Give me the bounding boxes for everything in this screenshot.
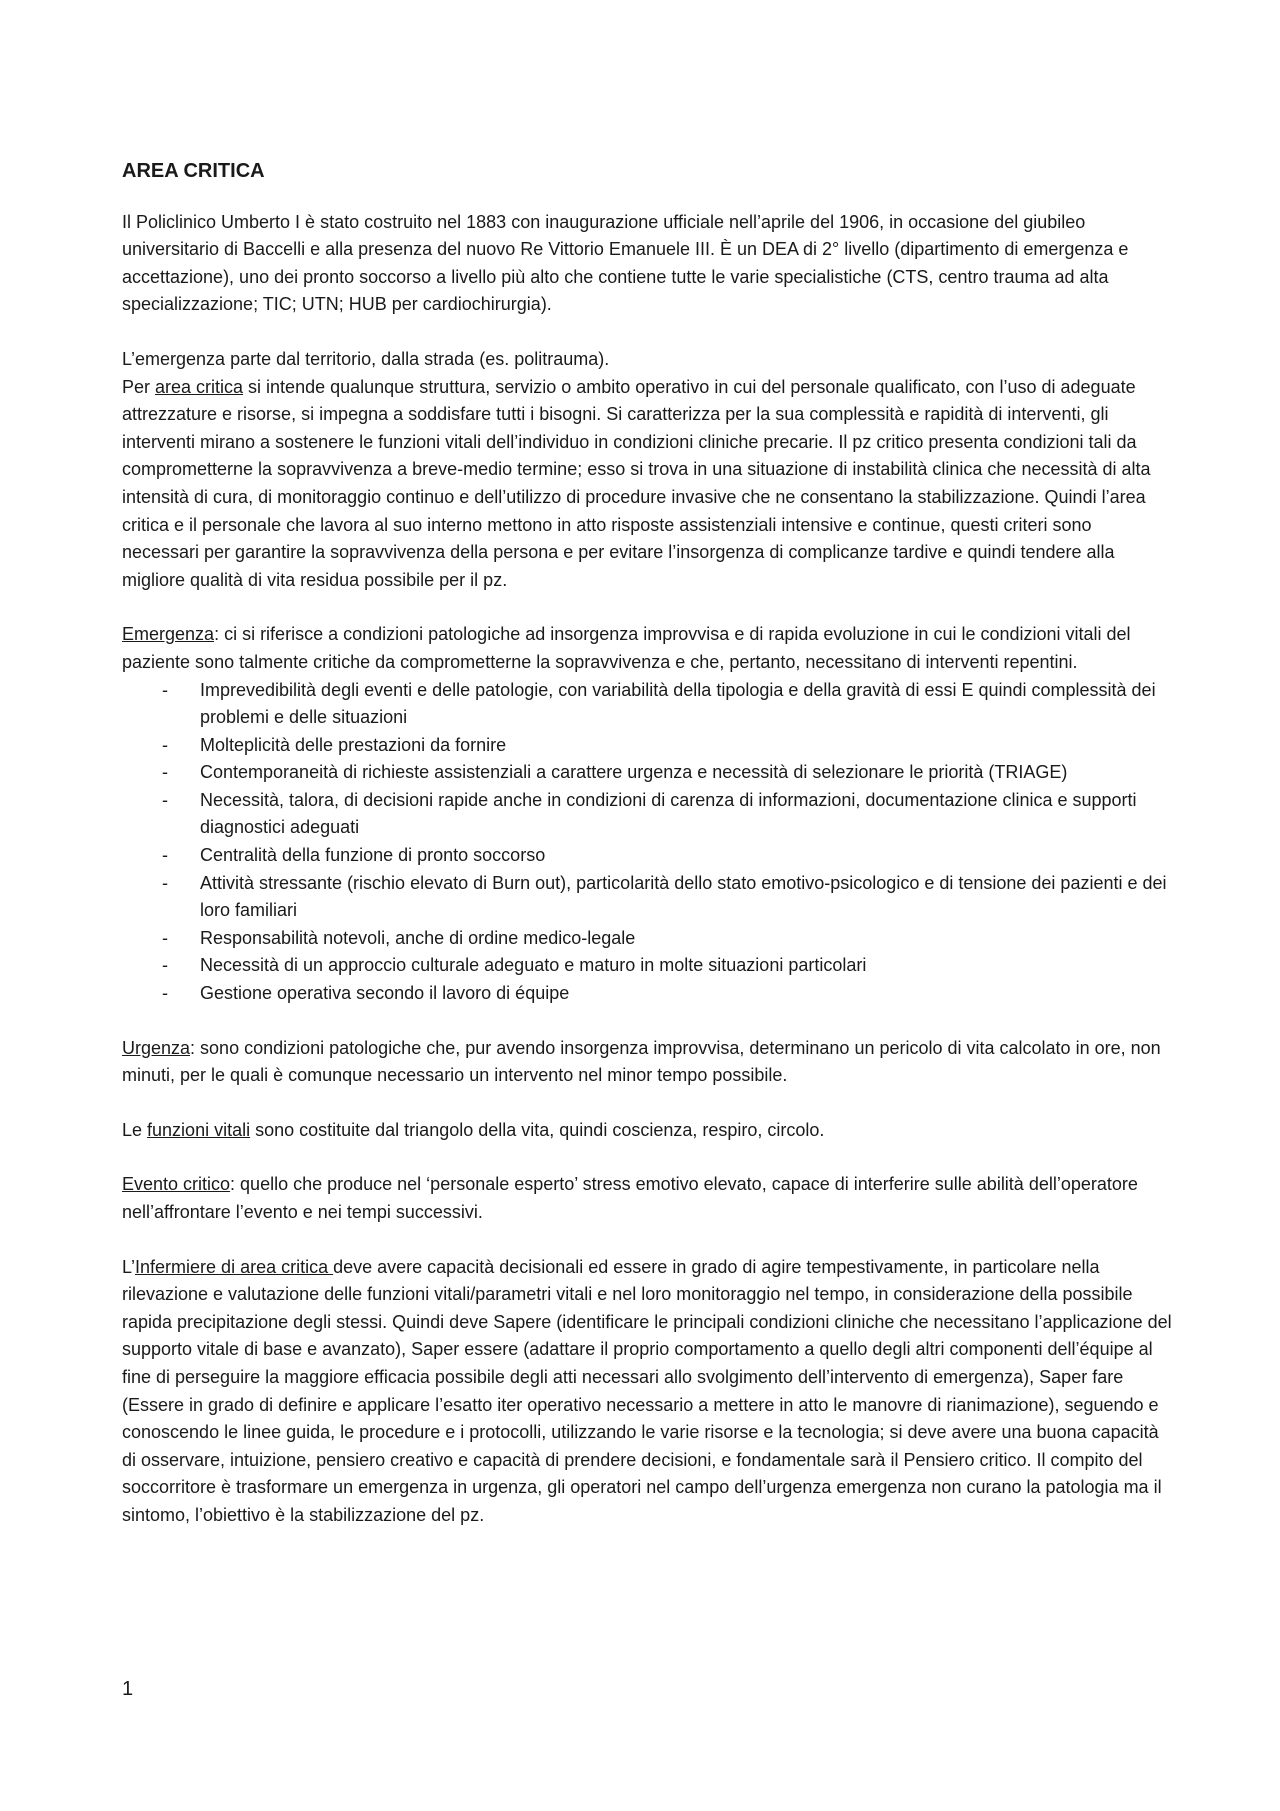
- emergenza-paragraph: [122, 621, 1172, 676]
- funzioni-vitali-prefix: Le: [122, 1119, 148, 1140]
- list-item-text: Imprevedibilità degli eventi e delle patologie, con variabilità della tipologia e della gravità di essi E quindi complessità dei problemi e delle situazioni: [200, 679, 1156, 728]
- document-title: AREA CRITICA: [122, 160, 265, 182]
- dash-bullet: -: [162, 983, 168, 1004]
- infermiere-text: deve avere capacità decisionali ed essere in grado di agire tempestivamente, in particolare nella rilevazione e valutazione delle funzioni vitali/parametri vitali e nel loro monitoraggio nel tempo, in considerazione della possibile rapida precipitazione degli stessi. Quindi deve Sapere (identificare le principali condizioni cliniche che necessitano l’applicazione del supporto vitale di base e avanzato), Saper essere (adattare il proprio comportamento a quello degli altri componenti dell’équipe al fine di perseguire la maggiore efficacia possibile degli atti necessari allo svolgimento dell’intervento di emergenza), Saper fare (Essere in grado di definire e applicare l’esatto iter operativo necessario a mettere in atto le manovre di rianimazione), seguendo e conoscendo le linee guida, le procedure e i protocolli, utilizzando le varie risorse e la tecnologia; si deve avere una buona capacità di osservare, intuizione, pensiero creativo e capacità di prendere decisioni, e fondamentale sarà il Pensiero critico. Il compito del soccorritore è trasformare un emergenza in urgenza, gli operatori nel campo dell’urgenza emergenza non curano la patologia ma il sintomo, l’obiettivo è la stabilizzazione del pz.: [122, 1256, 1172, 1525]
- dash-bullet: -: [162, 872, 168, 893]
- list-item-text: Contemporaneità di richieste assistenziali a carattere urgenza e necessità di selezionare le priorità (TRIAGE): [200, 762, 1068, 783]
- list-item-text: Centralità della funzione di pronto soccorso: [200, 845, 546, 866]
- evento-critico-paragraph: [122, 1171, 1172, 1226]
- list-item: [122, 870, 1172, 925]
- evento-critico-text: : quello che produce nel ‘personale esperto’ stress emotivo elevato, capace di interferire sulle abilità dell’operatore nell’affrontare l’evento e nei tempi successivi.: [122, 1174, 1138, 1222]
- list-item: [122, 980, 1172, 1008]
- dash-bullet: -: [162, 845, 168, 866]
- dash-bullet: -: [162, 927, 168, 948]
- area-critica-prefix: Per: [122, 376, 156, 397]
- list-item: [122, 787, 1172, 842]
- list-item: [122, 732, 1172, 760]
- dash-bullet: -: [162, 955, 168, 976]
- page-number: 1: [122, 1678, 134, 1700]
- list-item-text: Molteplicità delle prestazioni da fornire: [200, 734, 507, 755]
- area-critica-paragraph: [122, 374, 1172, 595]
- emergenza-text: : ci si riferisce a condizioni patologiche ad insorgenza improvvisa e di rapida evoluzione in cui le condizioni vitali del paziente sono talmente critiche da comprometterne la sopravvivenza e che, pertanto, necessitano di interventi repentini.: [122, 624, 1131, 672]
- list-item-text: Attività stressante (rischio elevato di Burn out), particolarità dello stato emotivo-psicologico e di tensione dei pazienti e dei loro familiari: [200, 872, 1167, 921]
- funzioni-vitali-paragraph: [122, 1117, 1172, 1145]
- urgenza-term: Urgenza: [122, 1037, 191, 1058]
- infermiere-term: Infermiere di area critica: [135, 1256, 334, 1277]
- area-critica-text: si intende qualunque struttura, servizio o ambito operativo in cui del personale qualificato, con l’uso di adeguate attrezzature e risorse, si impegna a soddisfare tutti i bisogni. Si caratterizza per la sua complessità e rapidità di interventi, gli interventi mirano a sostenere le funzioni vitali dell’individuo in condizioni cliniche precarie. Il pz critico presenta condizioni tali da comprometterne la sopravvivenza a breve-medio termine; esso si trova in una situazione di instabilità clinica che necessità di alta intensità di cura, di monitoraggio continuo e dell’utilizzo di procedure invasive che ne consentano la stabilizzazione. Quindi l’area critica e il personale che lavora al suo interno mettono in atto risposte assistenziali intensive e continue, questi criteri sono necessari per garantire la sopravvivenza della persona e per evitare l’insorgenza di complicanze tardive e quindi tendere alla migliore qualità di vita residua possibile per il pz.: [122, 376, 1151, 590]
- intro-paragraph: Il Policlinico Umberto I è stato costruito nel 1883 con inaugurazione ufficiale nell’aprile del 1906, in occasione del giubileo universitario di Baccelli e alla presenza del nuovo Re Vittorio Emanuele III. È un DEA di 2° livello (dipartimento di emergenza e accettazione), uno dei pronto soccorso a livello più alto che contiene tutte le varie specialistiche (CTS, centro trauma ad alta specializzazione; TIC; UTN; HUB per cardiochirurgia).: [122, 211, 1129, 315]
- list-item: [122, 677, 1172, 732]
- list-item-text: Necessità, talora, di decisioni rapide anche in condizioni di carenza di informazioni, documentazione clinica e supporti diagnostici adeguati: [200, 789, 1137, 838]
- dash-bullet: -: [162, 762, 168, 783]
- dash-bullet: -: [162, 679, 168, 700]
- list-item: [122, 925, 1172, 953]
- dash-bullet: -: [162, 734, 168, 755]
- infermiere-prefix: L’: [122, 1256, 136, 1277]
- urgenza-text: : sono condizioni patologiche che, pur avendo insorgenza improvvisa, determinano un pericolo di vita calcolato in ore, non minuti, per le quali è comunque necessario un intervento nel minor tempo possibile.: [122, 1037, 1161, 1086]
- list-item-text: Responsabilità notevoli, anche di ordine medico-legale: [200, 927, 636, 948]
- infermiere-paragraph: [122, 1254, 1172, 1530]
- territory-paragraph: L’emergenza parte dal territorio, dalla strada (es. politrauma).: [122, 348, 610, 369]
- evento-critico-term: Evento critico: [122, 1174, 231, 1195]
- dash-bullet: -: [162, 789, 168, 810]
- document-body: [122, 150, 1172, 1530]
- emergenza-list: [122, 677, 1172, 1008]
- emergenza-term: Emergenza: [122, 624, 215, 645]
- list-item: [122, 842, 1172, 870]
- area-critica-term: area critica: [155, 376, 244, 397]
- list-item: [122, 952, 1172, 980]
- funzioni-vitali-text: sono costituite dal triangolo della vita, quindi coscienza, respiro, circolo.: [250, 1119, 825, 1140]
- list-item-text: Necessità di un approccio culturale adeguato e maturo in molte situazioni particolari: [200, 955, 867, 976]
- urgenza-paragraph: [122, 1035, 1172, 1090]
- list-item-text: Gestione operativa secondo il lavoro di équipe: [200, 983, 570, 1004]
- list-item: [122, 759, 1172, 787]
- funzioni-vitali-term: funzioni vitali: [147, 1119, 251, 1140]
